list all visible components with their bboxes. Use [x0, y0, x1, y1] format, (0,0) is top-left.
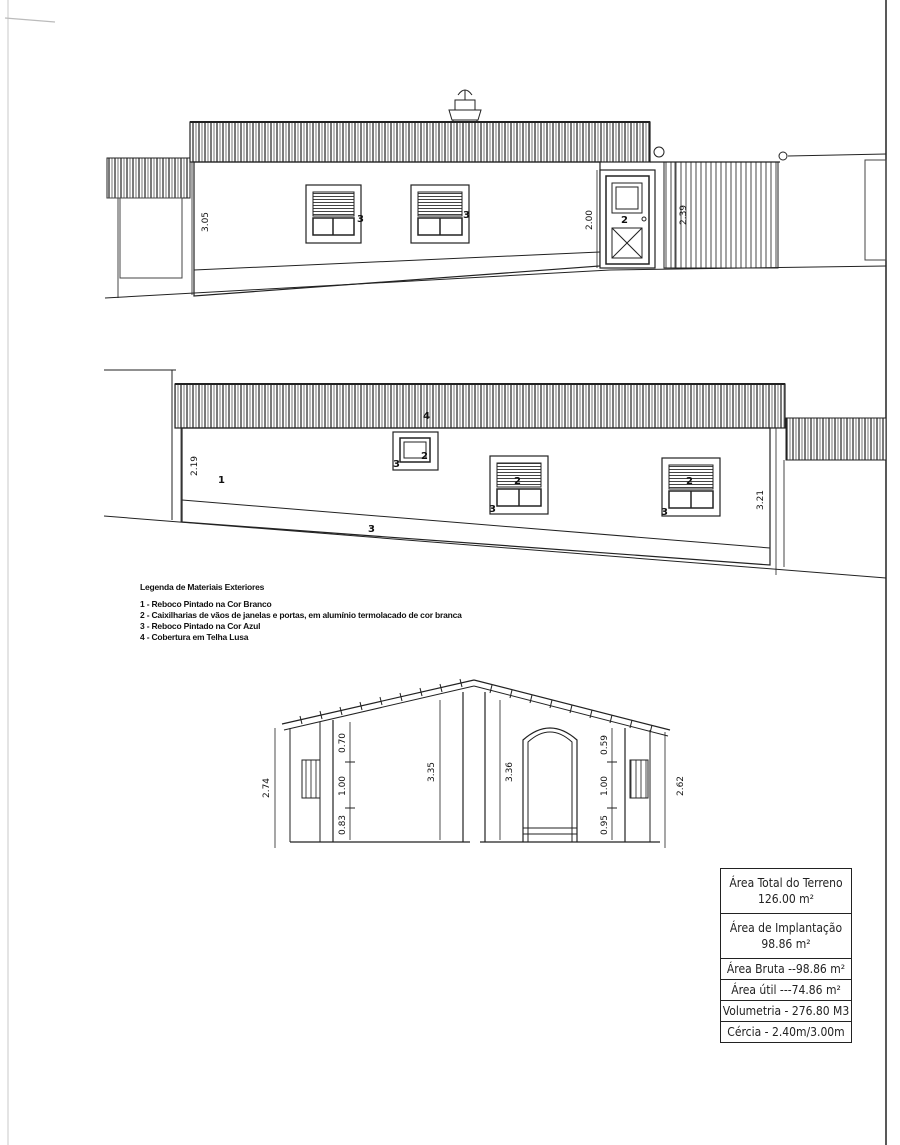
neighbour-roof-left [107, 158, 190, 198]
dim-section-right-bottom: 0.95 [600, 814, 610, 836]
elevation-1 [105, 90, 886, 298]
elevation-2 [104, 370, 886, 578]
dim-section-right-ridge: 3.36 [505, 761, 515, 783]
area-table [720, 868, 852, 1043]
dim-section-right-mid: 1.00 [600, 775, 610, 797]
cercia: Cércia - 2.40m/3.00m [727, 1025, 845, 1039]
material-label: 4 [423, 411, 430, 422]
legend-item: 4 - Cobertura em Telha Lusa [140, 632, 249, 642]
dim-section-left-top: 0.70 [338, 732, 348, 754]
legend-item: 2 - Caixilharias de vãos de janelas e portas, em alumínio termolacado de cor branca [140, 610, 462, 620]
dim-section-left-ridge: 3.35 [427, 761, 437, 783]
area-terreno-cell [721, 869, 851, 914]
window-2 [411, 185, 469, 243]
material-label: 1 [218, 475, 225, 486]
neighbour-roof-right [786, 418, 886, 460]
neighbour-wall-left [120, 198, 182, 278]
material-label: 3 [661, 507, 668, 518]
dim-section-left-height: 2.74 [262, 777, 272, 799]
material-label: 3 [489, 504, 496, 515]
window-rear-2 [662, 458, 720, 516]
area-implantacao-label: Área de Implantação [729, 921, 843, 935]
material-label: 2 [421, 451, 428, 462]
material-label: 3 [357, 214, 364, 225]
dim-wall-right: 3.21 [756, 489, 766, 511]
legend-item: 3 - Reboco Pintado na Cor Azul [140, 621, 261, 631]
dim-wall-height-1: 3.05 [201, 211, 211, 233]
roof-tiles-main [190, 122, 650, 162]
legend-title: Legenda de Materiais Exteriores [140, 582, 265, 592]
material-label: 3 [368, 524, 375, 535]
dim-section-left-bottom: 0.83 [338, 814, 348, 836]
chimney-cap [455, 100, 475, 110]
wall-main [194, 162, 600, 296]
materials-legend [140, 582, 462, 643]
material-label: 2 [621, 215, 628, 226]
area-util: Área útil ---74.86 m² [721, 980, 851, 1001]
area-implantacao-cell [721, 914, 851, 959]
material-label: 3 [463, 210, 470, 221]
material-label: 2 [686, 476, 693, 487]
window-1 [306, 185, 361, 243]
material-label: 2 [514, 476, 521, 487]
dim-gate-height: 2.39 [679, 204, 689, 226]
legend-item: 1 - Reboco Pintado na Cor Branco [140, 599, 272, 609]
dim-wall-left: 2.19 [190, 455, 200, 477]
dim-section-right-height: 2.62 [676, 775, 686, 797]
scan-mark [5, 18, 55, 22]
dim-section-left-mid: 1.00 [338, 775, 348, 797]
volumetria: Volumetria - 276.80 M3 [721, 1001, 851, 1022]
section-view [275, 679, 670, 848]
material-label: 3 [393, 459, 400, 470]
roof-tiles-rear [175, 384, 785, 428]
dim-section-right-top: 0.59 [600, 734, 610, 756]
area-implantacao-value: 98.86 m² [761, 937, 811, 951]
area-terreno-label: Área Total do Terreno [729, 876, 843, 890]
area-terreno-value: 126.00 m² [757, 892, 815, 906]
area-bruta: Área Bruta --98.86 m² [721, 959, 851, 980]
dim-door-height: 2.00 [585, 209, 595, 231]
